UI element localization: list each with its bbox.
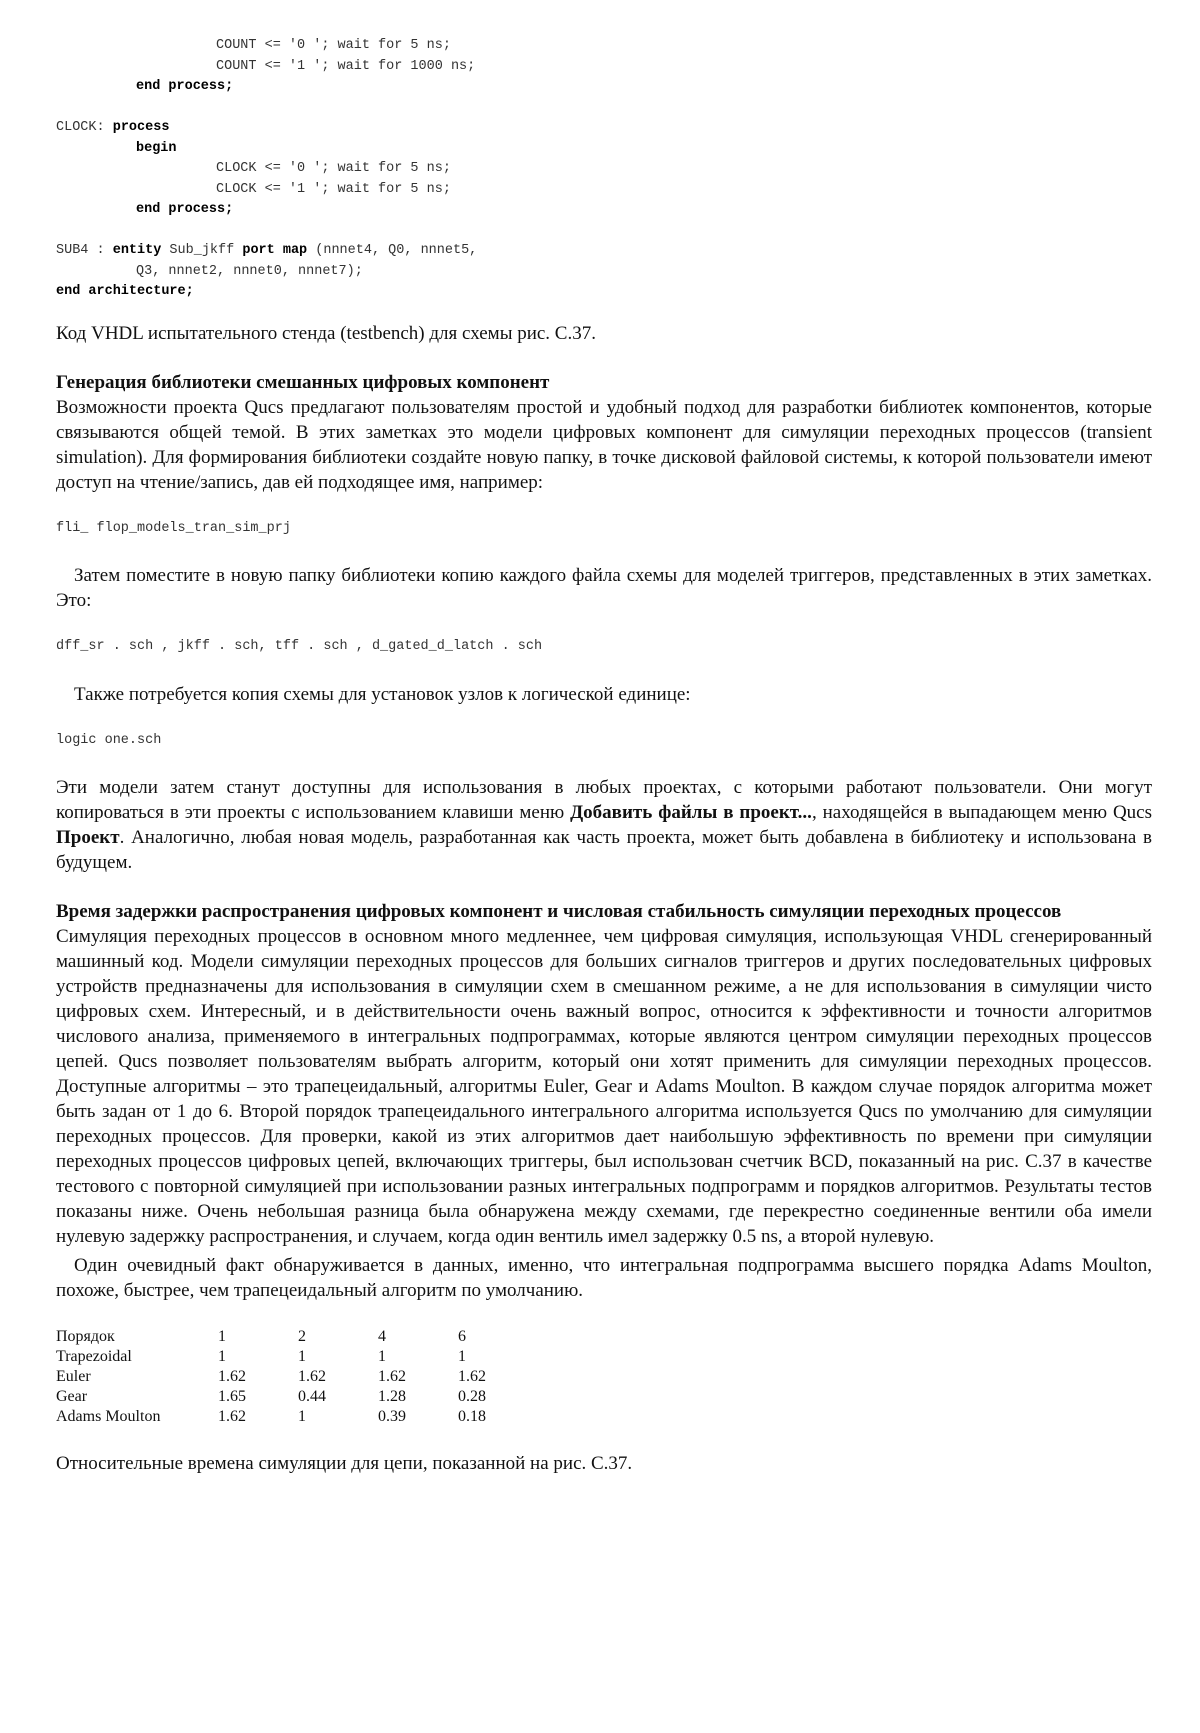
table-cell: 0.18 (458, 1408, 486, 1425)
table-cell: 4 (378, 1328, 386, 1345)
table-cell: Порядок (56, 1328, 115, 1345)
code-line: begin (136, 140, 177, 156)
simulation-times-table (56, 1327, 538, 1427)
menu-add-files-label: Добавить файлы в проект... (570, 802, 812, 823)
table-cell: 1 (218, 1328, 226, 1345)
table-cell: 6 (458, 1328, 466, 1345)
code-line-logic-one: logic one.sch (56, 732, 162, 748)
table-cell: 1.62 (378, 1368, 406, 1385)
table-row (56, 1347, 538, 1367)
paragraph: Затем поместите в новую папку библиотеки копию каждого файла схемы для моделей триггеров, представленных в этих заметках. Это: (56, 565, 1152, 611)
code-caption: Код VHDL испытательного стенда (testbench) для схемы рис. C.37. (56, 322, 596, 344)
table-row (56, 1367, 538, 1387)
table-cell: 1 (298, 1348, 306, 1365)
code-line-schematic-files: dff_sr . sch , jkff . sch, tff . sch , d_gated_d_latch . sch (56, 639, 543, 654)
code-line: end process; (136, 202, 234, 217)
code-line: CLOCK <= '1 '; wait for 5 ns; (216, 181, 451, 197)
table-cell: 1 (218, 1348, 226, 1365)
section-heading-delay: Время задержки распространения цифровых компонент и числовая стабильность симуляции переходных процессов (56, 901, 1062, 922)
table-cell: Adams Moulton (56, 1408, 161, 1425)
table-cell: 1 (458, 1348, 466, 1365)
table-row (56, 1407, 538, 1427)
table-row (56, 1387, 538, 1407)
table-cell: 1.28 (378, 1388, 406, 1405)
paragraph: Возможности проекта Qucs предлагают пользователям простой и удобный подход для разработки библиотек компонентов, которые связываются общей темой. В этих заметках это модели цифровых компонент для симуляции переходных процессов (transient simulation). Для формирования библиотеки создайте новую папку, в точке дисковой файловой системы, к которой пользователи имеют доступ на чтение/запись, дав ей подходящее имя, например: (56, 396, 1152, 493)
table-caption: Относительные времена симуляции для цепи, показанной на рис. C.37. (56, 1453, 633, 1474)
paragraph: Симуляция переходных процессов в основном много медленнее, чем цифровая симуляция, использующая VHDL сгенерированный машинный код. Модели симуляции переходных процессов для больших сигналов триггеров и других последовательных цифровых устройств предназначены для использования в симуляции схем в смешанном режиме, а не для использования в симуляции чисто цифровых схем. Интересный, и в действительности очень важный вопрос, относится к эффективности и точности алгоритмов числового анализа, применяемого в интегральных подпрограммах, которые являются центром симуляции переходных процессов цепей. Qucs позволяет пользователям выбрать алгоритм, который они хотят применить для симуляции переходных процессов. Доступные алгоритмы – это трапецеидальный, алгоритмы Euler, Gear и Adams Moulton. В каждом случае порядок алгоритма может быть задан от 1 до 6. Второй порядок трапецеидального интегрального алгоритма используется Qucs по умолчанию для симуляции переходных процессов. Для проверки, какой из этих алгоритмов дает наибольшую эффективность по времени при симуляции переходных процессов цифровых цепей, включающих триггеры, был использован счетчик BCD, показанный на рис. C.37 в качестве тестового с повторной симуляцией при использовании разных интегральных подпрограмм и порядков алгоритмов. Результаты тестов показаны ниже. Очень небольшая разница была обнаружена между схемами, где перекрестно соединенные вентили оба имели нулевую задержку распространения, и случаем, когда один вентиль имел задержку 0.5 ns, а второй нулевую. (56, 926, 1152, 1247)
paragraph: Один очевидный факт обнаруживается в данных, именно, что интегральная подпрограмма высшего порядка Adams Moulton, похоже, быстрее, чем трапецеидальный алгоритм по умолчанию. (56, 1255, 1152, 1301)
table-cell: 1.62 (218, 1368, 246, 1385)
table-cell: 0.44 (298, 1388, 326, 1405)
table-cell: Euler (56, 1368, 91, 1385)
table-cell: 1 (378, 1348, 386, 1365)
table-cell: 2 (298, 1328, 306, 1345)
code-line: end architecture; (56, 284, 194, 299)
code-line: COUNT <= '0 '; wait for 5 ns; (216, 38, 451, 53)
code-line: COUNT <= '1 '; wait for 1000 ns; (216, 58, 476, 74)
code-line: end process; (136, 79, 234, 94)
table-cell: Trapezoidal (56, 1348, 132, 1365)
code-line (56, 221, 1152, 242)
table-cell: 0.28 (458, 1388, 486, 1405)
table-cell: 1.62 (298, 1368, 326, 1385)
code-line: SUB4 : entity Sub_jkff port map (nnnet4, Q0, nnnet5, (56, 243, 478, 258)
table-cell: 1.62 (458, 1368, 486, 1385)
code-line: CLOCK: process (56, 120, 170, 135)
code-line: Q3, nnnet2, nnnet0, nnnet7); (136, 263, 363, 279)
table-cell: 0.39 (378, 1408, 406, 1425)
table-cell: 1.62 (218, 1408, 246, 1425)
code-line (56, 98, 1152, 119)
paragraph: Эти модели затем станут доступны для использования в любых проектах, с которыми работают пользователи. Они могут копироваться в эти проекты с использованием клавиши меню Добавить файлы в проект..., находящейся в выпадающем меню Qucs Проект. Аналогично, любая новая модель, разработанная как часть проекта, может быть добавлена в библиотеку и использована в будущем. (56, 777, 1152, 873)
table-cell: 1.65 (218, 1388, 246, 1405)
table-cell: Gear (56, 1388, 88, 1405)
section-heading-library: Генерация библиотеки смешанных цифровых компонент (56, 371, 550, 393)
code-line-folder-name: fli_ flop_models_tran_sim_prj (56, 520, 291, 536)
menu-project-label: Проект (56, 827, 120, 848)
document-page (56, 36, 1152, 1476)
vhdl-code-block (56, 36, 1152, 303)
table-cell: 1 (298, 1408, 306, 1425)
paragraph: Также потребуется копия схемы для установок узлов к логической единице: (74, 683, 691, 705)
code-line: CLOCK <= '0 '; wait for 5 ns; (216, 161, 451, 176)
table-header-row (56, 1327, 538, 1347)
